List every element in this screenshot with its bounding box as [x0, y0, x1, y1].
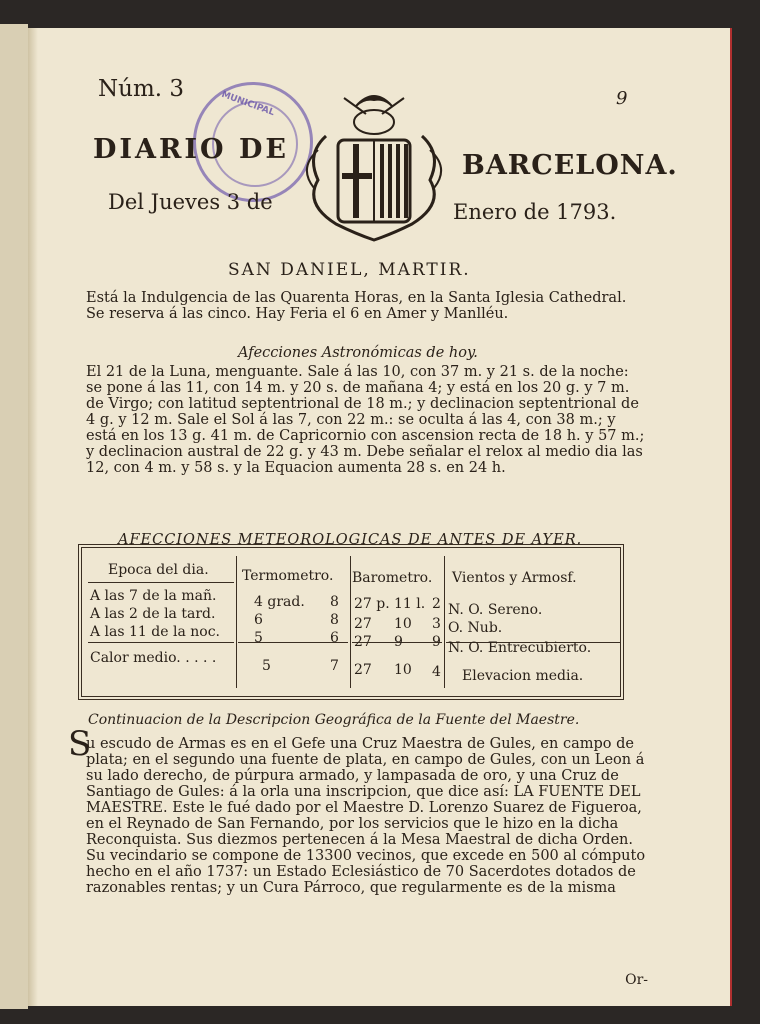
- date-left: Del Jueves 3 de: [108, 190, 273, 214]
- page-gutter: [28, 28, 38, 1006]
- row-temp-2: 6: [330, 630, 339, 646]
- stamp-text: MUNICIPAL: [219, 89, 276, 119]
- row-temp: 4 grad.: [254, 594, 305, 610]
- row-temp: 5: [254, 630, 263, 646]
- summary-epoca: Calor medio. . . . .: [90, 650, 217, 666]
- row-baro-3: 2: [432, 596, 441, 612]
- row-temp-2: 8: [330, 594, 339, 610]
- facing-page-edge: [0, 24, 28, 1009]
- title-right: BARCELONA.: [462, 150, 678, 181]
- row-temp-2: 8: [330, 612, 339, 628]
- drop-cap: S: [68, 724, 92, 764]
- header-barometro: Barometro.: [352, 570, 433, 586]
- header-termometro: Termometro.: [242, 568, 334, 584]
- continuation-heading: Continuacion de la Descripcion Geográfica de la Fuente del Maestre.: [88, 712, 580, 728]
- page-number: 9: [616, 88, 628, 109]
- saint-of-the-day: SAN DANIEL, MARTIR.: [228, 260, 471, 280]
- row-baro: 27: [354, 616, 372, 632]
- row-baro-2: 11 l.: [394, 596, 426, 612]
- row-epoca: A las 2 de la tard.: [90, 606, 216, 622]
- row-baro: 27 p.: [354, 596, 390, 612]
- summary-baro-2: 10: [394, 662, 412, 678]
- catchword: Or-: [625, 972, 648, 988]
- row-viento: N. O. Sereno.: [448, 602, 543, 618]
- summary-baro: 27: [354, 662, 372, 678]
- astronomy-heading: Afecciones Astronómicas de hoy.: [238, 345, 478, 361]
- astronomy-paragraph: El 21 de la Luna, menguante. Sale á las 10, con 37 m. y 21 s. de la noche: se pone á las 11, con 14 m. y 20 s. de mañana 4; y está en los 20 g. y 7 m. de Virgo; con latitud septentrional de 18 m.; y declinacion septentrional de 4 g. y 12 m. Sale el Sol á las 7, con 22 m.: se oculta á las 4, con 38 m.; y está en los 13 g. 41 m. de Capricornio con ascension recta de 18 h. y 57 m.; y declinacion austral de 22 g. y 43 m. Debe señalar el relox al medio dia las 12, con 4 m. y 58 s. y la Equacion aumenta 28 s. en 24 h.: [86, 364, 645, 476]
- row-viento: O. Nub.: [448, 620, 503, 636]
- summary-temp: 5: [262, 658, 271, 674]
- summary-temp-2: 7: [330, 658, 339, 674]
- meteorology-heading: AFECCIONES METEOROLOGICAS DE ANTES DE AYER.: [118, 532, 583, 548]
- table-divider: [444, 556, 445, 688]
- issue-number: Núm. 3: [98, 76, 185, 102]
- table-rule: [88, 582, 234, 583]
- table-rule: [88, 642, 234, 643]
- row-baro-3: 9: [432, 634, 441, 650]
- newspaper-page: [28, 28, 732, 1006]
- table-divider: [236, 556, 237, 688]
- date-right: Enero de 1793.: [453, 200, 617, 224]
- indulgence-paragraph: Está la Indulgencia de las Quarenta Horas, en la Santa Iglesia Cathedral. Se reserva á las cinco. Hay Feria el 6 en Amer y Manlléu.: [86, 290, 627, 322]
- weather-table: [78, 544, 624, 700]
- title-left: DIARIO DE: [93, 134, 289, 165]
- row-baro: 27: [354, 634, 372, 650]
- row-baro-2: 9: [394, 634, 403, 650]
- barcelona-coat-of-arms: [296, 84, 452, 244]
- header-vientos: Vientos y Armosf.: [452, 570, 577, 586]
- row-viento: N. O. Entrecubierto.: [448, 640, 592, 656]
- summary-baro-3: 4: [432, 664, 441, 680]
- continuation-paragraph: u escudo de Armas es en el Gefe una Cruz Maestra de Gules, en campo de plata; en el segundo una fuente de plata, en campo de Gules, con un Leon á su lado derecho, de púrpura armado, y lampasada de oro, y una Cruz de Santiago de Gules: á la orla una inscripcion, que dice así: LA FUENTE DEL MAESTRE. Este le fué dado por el Maestre D. Lorenzo Suarez de Figueroa, en el Reynado de San Fernando, por los servicios que le hizo en la dicha Reconquista. Sus diezmos pertenecen á la Mesa Maestral de dicha Orden. Su vecindario se compone de 13300 vecinos, que excede en 500 al cómputo hecho en el año 1737: un Estado Eclesiástico de 70 Sacerdotes dotados de razonables rentas; y un Cura Párroco, que regularmente es de la misma: [86, 736, 646, 896]
- header-epoca: Epoca del dia.: [108, 562, 209, 578]
- row-epoca: A las 11 de la noc.: [90, 624, 220, 640]
- table-divider: [350, 556, 351, 688]
- summary-viento: Elevacion media.: [462, 668, 584, 684]
- row-baro-2: 10: [394, 616, 412, 632]
- row-epoca: A las 7 de la mañ.: [90, 588, 217, 604]
- row-temp: 6: [254, 612, 263, 628]
- row-baro-3: 3: [432, 616, 441, 632]
